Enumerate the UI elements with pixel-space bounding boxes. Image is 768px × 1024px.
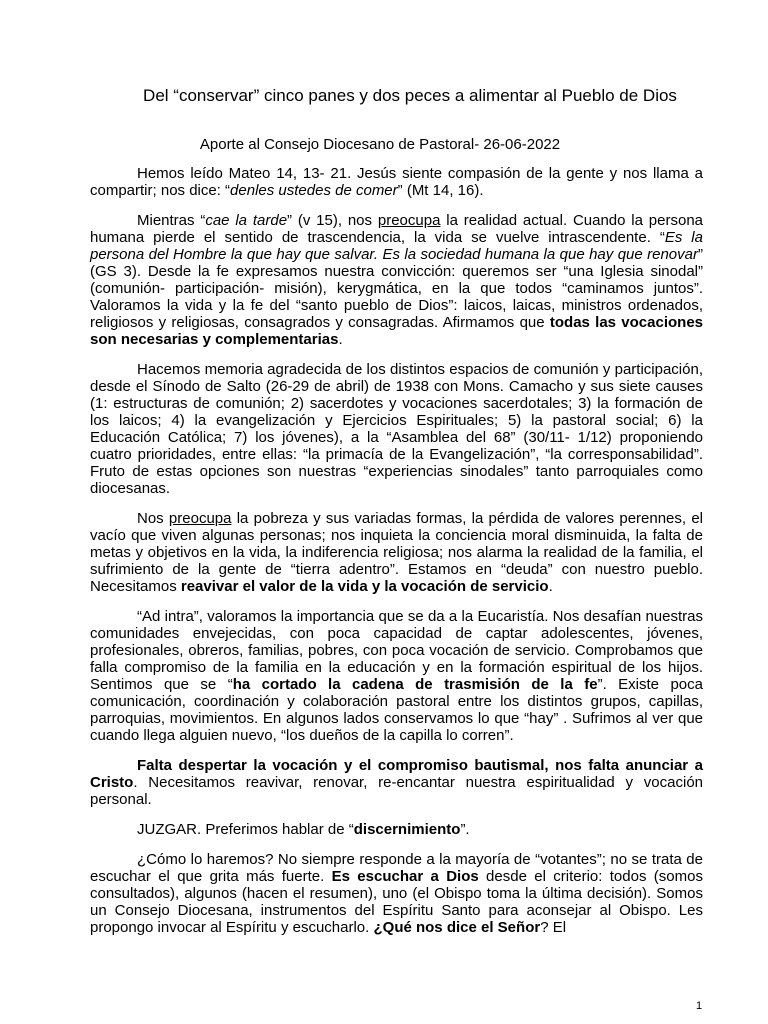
paragraph-3: Hacemos memoria agradecida de los distintos espacios de comunión y participación, desde el Sínodo de Salto (26-29 de abril) de 1938 con Mons. Camacho y sus siete causes (1: estructuras de comunión; 2) sacerdotes y vocaciones sacerdotales; 3) la formación de los laicos; 4) la evangelización y Ejercicios Espirituales; 5) la pastoral social; 6) la Educación Católica; 7) los jóvenes), a la “Asamblea del 68” (30/11- 1/12) proponiendo cuatro prioridades, entre ellas: “la primacía de la Evangelización”, “la corresponsabilidad”. Fruto de estas opciones son nuestras “experiencias sinodales” tanto parroquiales como diocesanas. <box>90 361 703 497</box>
document-subtitle: Aporte al Consejo Diocesano de Pastoral- 26-06-2022 <box>199 136 561 153</box>
paragraph-2: Mientras “cae la tarde” (v 15), nos preocupa la realidad actual. Cuando la persona humana pierde el sentido de trascendencia, la vida se vuelve intrascendente. “Es la persona del Hombre la que hay que salvar. Es la sociedad humana la que hay que renovar” (GS 3). Desde la fe expresamos nuestra convicción: queremos ser “una Iglesia sinodal” (comunión- participación- misión), kerygmática, en la que todos “caminamos juntos”. Valoramos la vida y la fe del “santo pueblo de Dios”: laicos, laicas, ministros ordenados, religiosos y religiosas, consagrados y consagradas. Afirmamos que todas las vocaciones son necesarias y complementarias. <box>90 212 704 348</box>
paragraph-8: ¿Cómo lo haremos? No siempre responde a la mayoría de “votantes”; no se trata de escuchar el que grita más fuerte. Es escuchar a Dios desde el criterio: todos (somos consultados), algunos (hacen el resumen), uno (el Obispo toma la última decisión). Somos un Consejo Diocesana, instrumentos del Espíritu Santo para aconsejar al Obispo. Les propongo invocar al Espíritu y escucharlo. ¿Qué nos dice el Señor? El <box>90 851 703 936</box>
paragraph-7: JUZGAR. Preferimos hablar de “discernimiento”. <box>137 821 470 838</box>
document-body <box>90 165 703 949</box>
paragraph-4: Nos preocupa la pobreza y sus variadas formas, la pérdida de valores perennes, el vacío que viven algunas personas; nos inquieta la conciencia moral disminuida, la falta de metas y objetivos en la vida, la indiferencia religiosa; nos alarma la realidad de la familia, el sufrimiento de la gente de “tierra adentro”. Estamos en “deuda” con nuestro pueblo. Necesitamos reavivar el valor de la vida y la vocación de servicio. <box>90 510 703 595</box>
paragraph-1: Hemos leído Mateo 14, 13- 21. Jesús siente compasión de la gente y nos llama a compartir; nos dice: “denles ustedes de comer” (Mt 14, 16). <box>90 165 703 199</box>
page-number: 1 <box>696 1000 703 1012</box>
paragraph-6: Falta despertar la vocación y el compromiso bautismal, nos falta anunciar a Cristo. Necesitamos reavivar, renovar, re-encantar nuestra espiritualidad y vocación personal. <box>90 757 703 808</box>
document-title: Del “conservar” cinco panes y dos peces a alimentar al Pueblo de Dios <box>143 86 677 105</box>
paragraph-5: “Ad intra”, valoramos la importancia que se da a la Eucaristía. Nos desafían nuestras comunidades envejecidas, con poca capacidad de captar adolescentes, jóvenes, profesionales, obreros, familias, pobres, con poca vocación de servicio. Comprobamos que falla compromiso de la familia en la educación y en la formación espiritual de los hijos. Sentimos que se “ha cortado la cadena de trasmisión de la fe”. Existe poca comunicación, coordinación y colaboración pastoral entre los distintos grupos, capillas, parroquias, movimientos. En algunos lados conservamos lo que “hay” . Sufrimos al ver que cuando llega alguien nuevo, “los dueños de la capilla lo corren”. <box>90 608 703 744</box>
